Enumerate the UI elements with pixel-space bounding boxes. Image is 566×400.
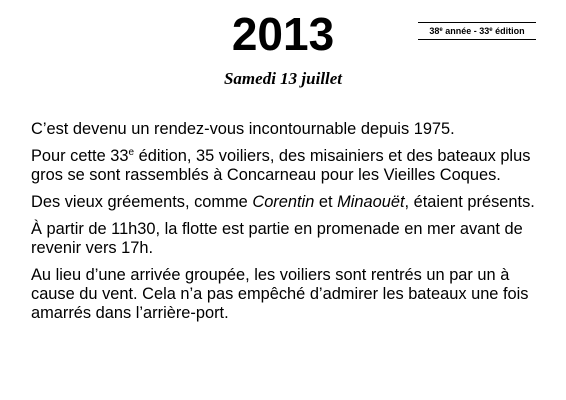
paragraph-1: C’est devenu un rendez-vous incontournable depuis 1975. [31, 120, 455, 138]
boat-name-minaouet: Minaouët [337, 193, 405, 211]
edition-suffix: édition [492, 26, 525, 36]
ordinal-superscript: e [128, 147, 135, 158]
article-body [31, 120, 551, 331]
year-title: 2013 [231, 8, 335, 60]
paragraph-3-part-1: Des vieux gréements, comme [31, 193, 253, 211]
boat-name-corentin: Corentin [252, 193, 315, 211]
edition-middle: année - 33 [442, 26, 490, 36]
paragraph-3 [31, 193, 551, 212]
paragraph-3-part-2: et [314, 193, 338, 211]
paragraph-3-part-3: , étaient présents. [404, 193, 535, 211]
paragraph-2 [31, 147, 551, 185]
edition-superscript-1: e [439, 27, 443, 33]
paragraph-2-part-1: Pour cette 33 [31, 147, 129, 165]
paragraph-4: À partir de 11h30, la flotte est partie en promenade en mer avant de revenir vers 17h. [31, 220, 523, 257]
edition-label [418, 22, 536, 40]
paragraph-2-part-2: édition, 35 voiliers, des misainiers et des bateaux plus gros se sont rassemblés à Concarneau pour les Vieilles Coques. [31, 147, 531, 184]
edition-superscript-2: e [489, 27, 493, 33]
paragraph-5: Au lieu d’une arrivée groupée, les voiliers sont rentrés un par un à cause du vent. Cela n’a pas empêché d’admirer les bateaux une fois amarrés dans l’arrière-port. [31, 266, 529, 322]
edition-prefix: 38 [429, 26, 440, 36]
date-subtitle: Samedi 13 juillet [223, 69, 343, 88]
